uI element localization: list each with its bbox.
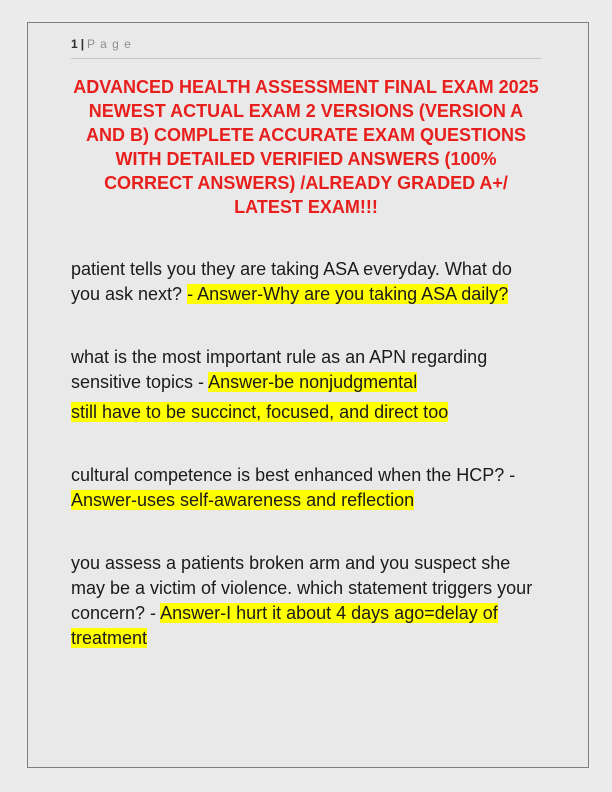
page-header bbox=[71, 37, 541, 59]
answer-highlight: Answer-uses self-awareness and reflection bbox=[71, 490, 415, 510]
answer-highlight: Answer-be nonjudgmental bbox=[208, 372, 418, 392]
document-title: ADVANCED HEALTH ASSESSMENT FINAL EXAM 2025 NEWEST ACTUAL EXAM 2 VERSIONS (VERSION A AND B) COMPLETE ACCURATE EXAM QUESTIONS WITH DETAILED VERIFIED ANSWERS (100% CORRECT ANSWERS) /ALREADY GRADED A+/ LATEST EXAM!!! bbox=[73, 77, 539, 217]
qa-list bbox=[71, 257, 541, 651]
qa-paragraph bbox=[71, 345, 541, 395]
answer-highlight: still have to be succinct, focused, and direct too bbox=[71, 402, 449, 422]
answer-highlight: - Answer-Why are you taking ASA daily? bbox=[187, 284, 509, 304]
document-page bbox=[27, 22, 589, 768]
qa-block bbox=[71, 257, 541, 307]
page-header-separator: | bbox=[80, 37, 85, 51]
qa-paragraph bbox=[71, 463, 541, 513]
qa-block bbox=[71, 345, 541, 425]
answer-highlight: Answer-I hurt it about 4 days ago=delay of treatment bbox=[71, 603, 498, 648]
qa-block bbox=[71, 551, 541, 651]
question-text: what is the most important rule as an APN regarding sensitive topics - bbox=[71, 347, 488, 392]
qa-block bbox=[71, 463, 541, 513]
qa-paragraph bbox=[71, 551, 541, 651]
qa-paragraph bbox=[71, 257, 541, 307]
page-header-label: P a g e bbox=[87, 37, 132, 51]
question-text: patient tells you they are taking ASA everyday. What do you ask next? bbox=[71, 259, 512, 304]
question-text: you assess a patients broken arm and you suspect she may be a victim of violence. which statement triggers your concern? - bbox=[71, 553, 533, 623]
page-number: 1 bbox=[71, 37, 78, 51]
question-text: cultural competence is best enhanced when the HCP? - bbox=[71, 465, 516, 485]
qa-paragraph bbox=[71, 400, 541, 425]
